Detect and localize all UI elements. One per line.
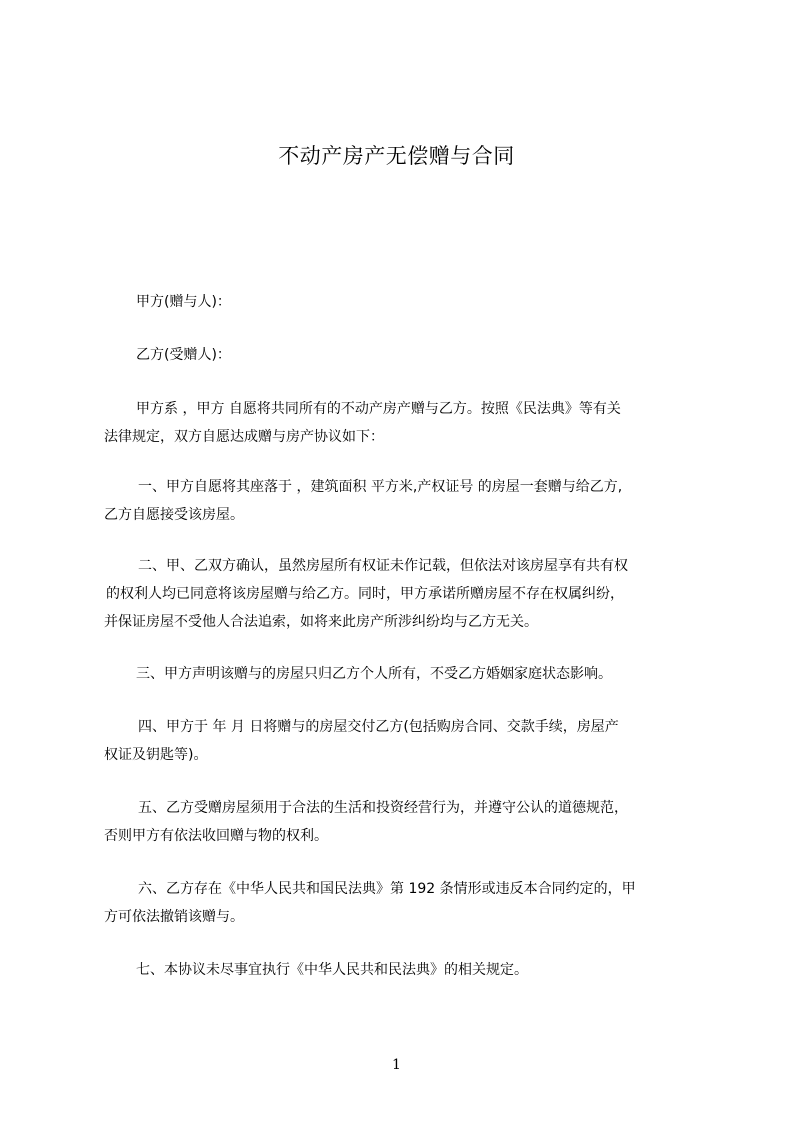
- clause-3-line-1: 三、甲方声明该赠与的房屋只归乙方个人所有，不受乙方婚姻家庭状态影响。: [136, 666, 612, 682]
- clause-2-paragraph: [104, 552, 709, 636]
- clause-5-paragraph: [104, 794, 709, 850]
- clause-5-line-1: 五、乙方受赠房屋须用于合法的生活和投资经营行为，并遵守公认的道德规范，: [138, 800, 628, 816]
- party-a-line: [104, 288, 709, 316]
- clause-4-paragraph: [104, 713, 709, 769]
- party-b-line: [104, 341, 709, 369]
- clause-7-line-1: 七、本协议未尽事宜执行《中华人民共和民法典》的相关规定。: [136, 962, 528, 978]
- clause-1-paragraph: [104, 473, 709, 529]
- clause-6-line-2: 方可依法撤销该赠与。: [104, 909, 244, 925]
- clause-2-line-3: 并保证房屋不受他人合法追索，如将来此房产所涉纠纷均与乙方无关。: [104, 614, 538, 630]
- clause-1-line-1: 一、甲方自愿将其座落于 ，建筑面积 平方米,产权证号 的房屋一套赠与给乙方,: [138, 479, 623, 495]
- document-title: 不动产房产无偿赠与合同: [278, 144, 515, 168]
- clause-4-line-1: 四、甲方于 年 月 日将赠与的房屋交付乙方(包括购房合同、交款手续，房屋产: [138, 719, 619, 735]
- clause-1-line-2: 乙方自愿接受该房屋。: [104, 507, 244, 523]
- page-number: 1: [392, 1057, 401, 1073]
- clause-2-line-2: 的权利人均已同意将该房屋赠与给乙方。同时，甲方承诺所赠房屋不存在权属纠纷，: [106, 586, 624, 602]
- clause-7-paragraph: [104, 956, 709, 984]
- clause-4-line-2: 权证及钥匙等)。: [104, 747, 208, 763]
- clause-6-paragraph: [104, 875, 709, 931]
- intro-line-1: 甲方系 ，甲方 自愿将共同所有的不动产房产赠与乙方。按照《民法典》等有关: [136, 401, 621, 417]
- party-a-label: 甲方(赠与人)：: [136, 294, 231, 310]
- clause-6-line-1: 六、乙方存在《中华人民共和国民法典》第 192 条情形或违反本合同约定的，甲: [138, 881, 636, 897]
- intro-paragraph: [104, 395, 709, 451]
- clause-2-line-1: 二、甲、乙双方确认，虽然房屋所有权证未作记载，但依法对该房屋享有共有权: [138, 558, 628, 574]
- clause-5-line-2: 否则甲方有依法收回赠与物的权利。: [104, 828, 328, 844]
- party-b-label: 乙方(受赠人)：: [136, 347, 231, 363]
- intro-line-2: 法律规定，双方自愿达成赠与房产协议如下：: [104, 429, 384, 445]
- clause-3-paragraph: [104, 660, 709, 688]
